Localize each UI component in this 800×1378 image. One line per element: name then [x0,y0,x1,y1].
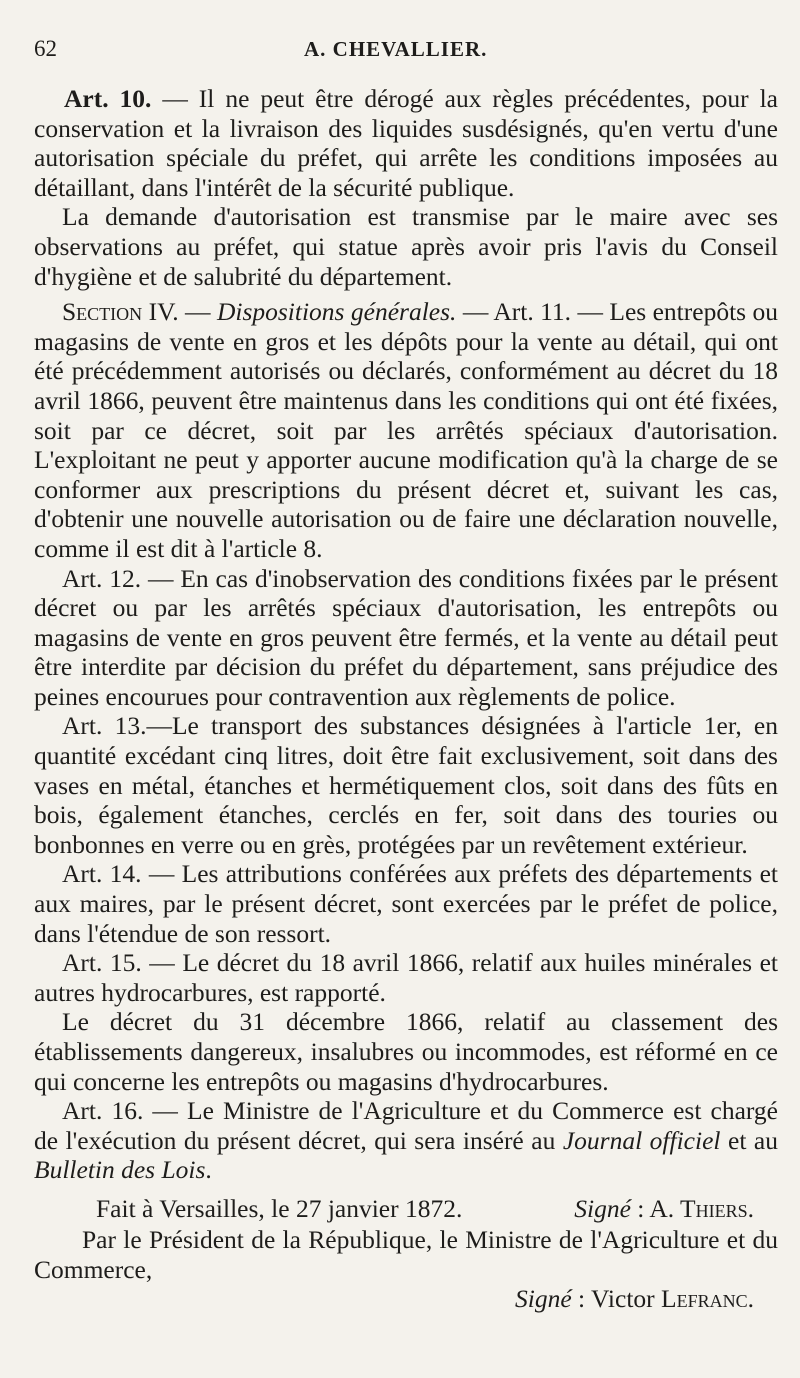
bulletin-des-lois-title: Bulletin des Lois [34,1155,206,1185]
signature-line-thiers [34,1193,778,1225]
section-4-dash: — [178,297,217,327]
fait-a-versailles: Fait à Versailles, le 27 janvier 1872. [96,1193,463,1223]
signe-label-1: Signé [574,1193,631,1223]
article-10-text: — Il ne peut être dérogé aux règles précédentes, pour la conservation et la livraison des liquides susdésignés, qu'en vertu d'une autorisation spéciale du préfet, qui arrête les conditions imposées au détaillant, dans l'intérêt de la sécurité publique. [34,84,778,202]
signature-thiers [574,1193,754,1225]
article-16-text-c: . [205,1155,212,1185]
page-header [34,36,778,84]
signe-label-2: Signé [515,1284,572,1314]
running-head: A. CHEVALLIER. [304,37,488,61]
section-4-paragraph [34,297,778,563]
page-number: 62 [34,36,57,61]
journal-officiel-title: Journal officiel [562,1125,721,1155]
signature-lefranc [34,1284,778,1314]
signe-name-thiers: : A. Thiers. [630,1193,754,1223]
section-4-title: Dispositions générales. [216,297,457,327]
article-15-second-paragraph: Le décret du 31 décembre 1866, relatif au classement des établissements dangereux, insalubres ou incommodes, est réformé en ce qui concerne les entrepôts ou magasins d'hydrocarbures. [34,1007,778,1096]
article-14-paragraph: Art. 14. — Les attributions conférées aux préfets des départements et aux maires, par le présent décret, sont exercées par le préfet de police, dans l'étendue de son ressort. [34,859,778,948]
article-10-label: Art. 10. [64,84,152,113]
article-15-paragraph: Art. 15. — Le décret du 18 avril 1866, relatif aux huiles minérales et autres hydrocarbures, est rapporté. [34,948,778,1007]
article-11-text: — Art. 11. — Les entrepôts ou magasins de vente en gros et les dépôts pour la vente au détail, qui ont été précédemment autorisés ou déclarés, conformément au décret du 18 avril 1866, peuvent être maintenus dans les conditions qui ont été fixées, soit par ce décret, soit par les arrêtés spéciaux d'autorisation. L'exploitant ne peut y apporter aucune modification qu'à la charge de se conformer aux prescriptions du présent décret et, suivant les cas, d'obtenir une nouvelle autorisation ou de faire une déclaration nouvelle, comme il est dit à l'article 8. [34,297,779,563]
article-16-paragraph [34,1096,778,1185]
article-12-paragraph: Art. 12. — En cas d'inobservation des conditions fixées par le présent décret ou par les arrêtés spéciaux d'autorisation, les entrepôts ou magasins de vente en gros peuvent être fermés, et la vente au détail peut être interdite par décision du préfet du département, sans préjudice des peines encourues pour contravention aux règlements de police. [34,563,778,711]
signe-name-lefranc-first: : Victor [571,1284,662,1314]
article-13-paragraph: Art. 13.—Le transport des substances désignées à l'article 1er, en quantité excédant cinq litres, doit être fait exclusivement, soit dans des vases en métal, étanches et hermétiquement clos, soit dans des fûts en bois, également étanches, cerclés en fer, soit dans des touries ou bonbonnes en verre ou en grès, protégées par un revêtement extérieur. [34,711,778,859]
section-4-label: Section IV. [62,297,179,327]
article-10-paragraph [34,84,778,202]
article-10-second-paragraph: La demande d'autorisation est transmise par le maire avec ses observations au préfet, qui statue après avoir pris l'avis du Conseil d'hygiène et de salubrité du département. [34,202,778,291]
article-16-text-a: Art. 16. — Le Ministre de l'Agriculture et du Commerce est chargé de l'exécution du présent décret, qui sera inséré au [34,1096,778,1155]
signe-name-lefranc-last: Lefranc. [661,1284,754,1314]
article-16-text-b: et au [720,1125,778,1155]
par-le-president-paragraph: Par le Président de la République, le Ministre de l'Agriculture et du Commerce, [34,1224,778,1284]
